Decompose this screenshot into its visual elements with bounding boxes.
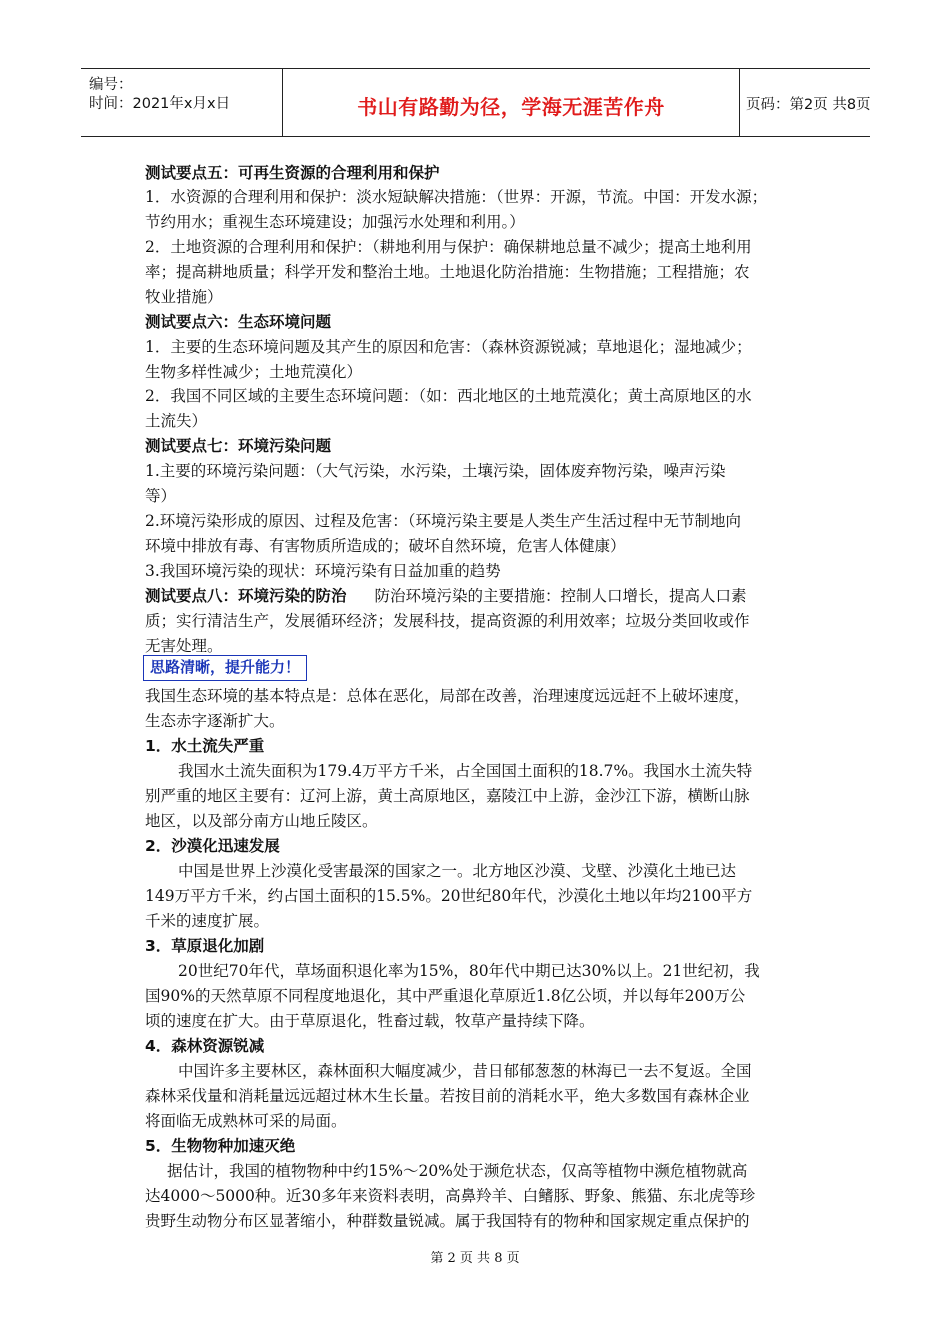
text-line: 地区，以及部分南方山地丘陵区。 (145, 812, 378, 830)
text-line: 中国是世界上沙漠化受害最深的国家之一。北方地区沙漠、戈壁、沙漠化土地已达 (178, 862, 737, 880)
text-line: 贵野生动物分布区显著缩小，种群数量锐减。属于我国特有的物种和国家规定重点保护的 (145, 1212, 750, 1230)
text-line: 1．水资源的合理利用和保护：淡水短缺解决措施：（世界：开源，节流。中国：开发水源； (145, 188, 768, 206)
text-line: 节约用水；重视生态环境建设；加强污水处理和利用。） (145, 213, 525, 231)
text-span: 防治环境污染的主要措施：控制人口增长，提高人口素 (374, 587, 747, 605)
text-line: 质；实行清洁生产，发展循环经济；发展科技，提高资源的利用效率；垃圾分类回收或作 (145, 612, 750, 630)
text-line: 2．土地资源的合理利用和保护：（耕地利用与保护：确保耕地总量不减少；提高土地利用 (145, 238, 752, 256)
text-line: 森林采伐量和消耗量远远超过林木生长量。若按目前的消耗水平，绝大多数国有森林企业 (145, 1087, 750, 1105)
subheading-3: 3．草原退化加剧 (145, 937, 265, 955)
text-line: 等） (145, 487, 177, 505)
subheading-4: 4．森林资源锐减 (145, 1037, 265, 1055)
section-8-line (145, 586, 747, 606)
text-line: 将面临无成熟林可采的局面。 (145, 1112, 347, 1130)
text-line: 1.主要的环境污染问题：（大气污染，水污染，土壤污染，固体废弃物污染，噪声污染 (145, 462, 726, 480)
text-line: 国90%的天然草原不同程度地退化，其中严重退化草原近1.8亿公顷，并以每年200万公 (145, 987, 746, 1005)
section-title-5: 测试要点五：可再生资源的合理利用和保护 (145, 164, 440, 182)
text-line: 土流失） (145, 412, 208, 430)
text-line: 千米的速度扩展。 (145, 912, 270, 930)
text-line: 中国许多主要林区，森林面积大幅度减少，昔日郁郁葱葱的林海已一去不复返。全国 (178, 1062, 752, 1080)
page-footer: 第 2 页 共 8 页 (430, 1251, 520, 1266)
text-line: 顷的速度在扩大。由于草原退化，牲畜过载，牧草产量持续下降。 (145, 1012, 595, 1030)
text-line: 达4000～5000种。近30多年来资料表明，高鼻羚羊、白鳍豚、野象、熊猫、东北虎等珍 (145, 1187, 756, 1205)
document-header (81, 68, 870, 137)
text-line: 率；提高耕地质量；科学开发和整治土地。土地退化防治措施：生物措施；工程措施；农 (145, 263, 750, 281)
header-motto-cell (282, 69, 740, 136)
text-line: 3.我国环境污染的现状：环境污染有日益加重的趋势 (145, 562, 501, 580)
highlight-box: 思路清晰，提升能力！ (143, 655, 307, 681)
text-line: 1．主要的生态环境问题及其产生的原因和危害：（森林资源锐减；草地退化；湿地减少； (145, 338, 752, 356)
text-line: 生物多样性减少；土地荒漠化） (145, 363, 363, 381)
subheading-2: 2．沙漠化迅速发展 (145, 837, 280, 855)
text-line: 我国生态环境的基本特点是：总体在恶化，局部在改善，治理速度远远赶不上破坏速度， (145, 687, 750, 705)
header-left-cell (81, 69, 282, 136)
motto-text: 书山有路勤为径，学海无涯苦作舟 (357, 95, 665, 119)
text-line: 2.环境污染形成的原因、过程及危害：（环境污染主要是人类生产生活过程中无节制地向 (145, 512, 742, 530)
section-title-8: 测试要点八：环境污染的防治 (145, 587, 347, 605)
text-line: 据估计，我国的植物物种中约15%～20%处于濒危状态，仅高等植物中濒危植物就高 (167, 1162, 748, 1180)
section-title-6: 测试要点六：生态环境问题 (145, 313, 332, 331)
subheading-1: 1．水土流失严重 (145, 737, 265, 755)
text-line: 无害处理。 (145, 637, 223, 655)
serial-label: 编号： (89, 77, 133, 93)
text-line: 2．我国不同区域的主要生态环境问题：（如：西北地区的土地荒漠化；黄土高原地区的水 (145, 387, 752, 405)
header-page-cell (740, 69, 870, 136)
text-line: 20世纪70年代，草场面积退化率为15%，80年代中期已达30%以上。21世纪初，我 (178, 962, 760, 980)
text-line: 别严重的地区主要有：辽河上游，黄土高原地区，嘉陵江中上游，金沙江下游，横断山脉 (145, 787, 750, 805)
text-line: 生态赤字逐渐扩大。 (145, 712, 285, 730)
text-line: 牧业措施） (145, 288, 223, 306)
text-line: 环境中排放有毒、有害物质所造成的；破坏自然环境，危害人体健康） (145, 537, 626, 555)
text-line: 149万平方千米，约占国土面积的15.5%。20世纪80年代，沙漠化土地以年均2100平方 (145, 887, 753, 905)
text-line: 我国水土流失面积为179.4万平方千米，占全国国土面积的18.7%。我国水土流失特 (178, 762, 753, 780)
page-info: 页码：第2页 共8页 (746, 97, 871, 113)
subheading-5: 5．生物物种加速灭绝 (145, 1137, 296, 1155)
date-line: 时间：2021年x月x日 (89, 96, 231, 112)
section-title-7: 测试要点七：环境污染问题 (145, 437, 332, 455)
